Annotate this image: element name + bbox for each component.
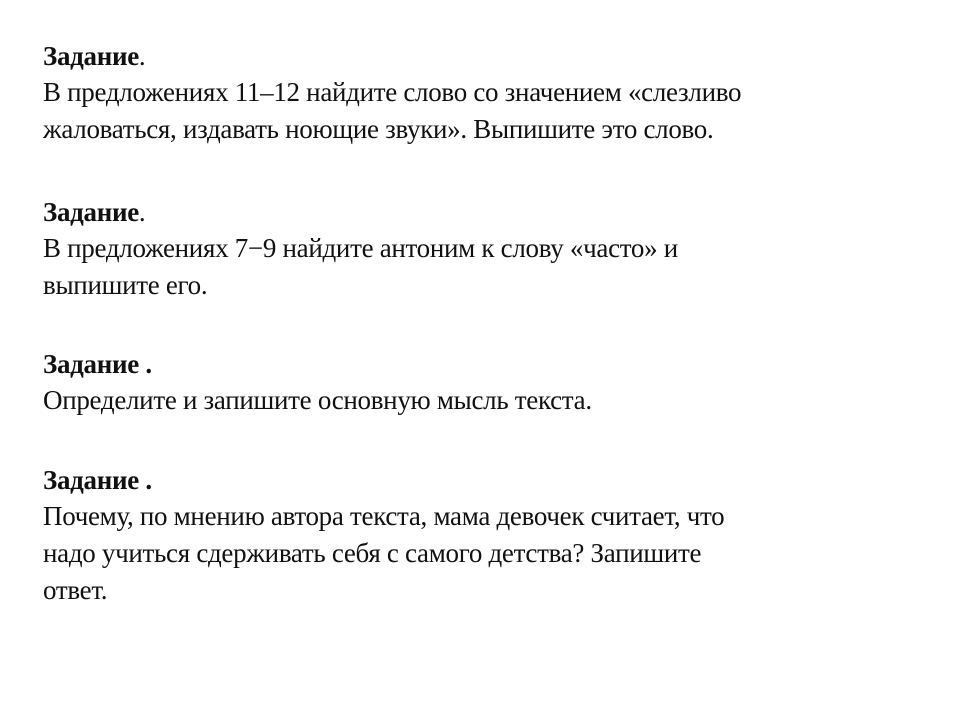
task-text-line: ответ. bbox=[43, 575, 108, 605]
task-block-2 bbox=[43, 194, 923, 304]
task-title bbox=[43, 462, 923, 498]
task-title bbox=[43, 38, 923, 74]
task-block-3 bbox=[43, 346, 923, 419]
task-title-suffix: . bbox=[138, 349, 152, 379]
task-text-line: Определите и запишите основную мысль текста. bbox=[43, 385, 592, 415]
task-title-text: Задание bbox=[43, 41, 139, 71]
task-title-text: Задание bbox=[43, 465, 139, 495]
task-title-suffix: . bbox=[138, 41, 146, 71]
task-text-line: жаловаться, издавать ноющие звуки». Выпишите это слово. bbox=[43, 114, 714, 144]
task-title-suffix: . bbox=[138, 197, 146, 227]
task-title bbox=[43, 194, 923, 230]
task-block-1 bbox=[43, 38, 923, 148]
task-text-line: выпишите его. bbox=[43, 270, 208, 300]
task-title-text: Задание bbox=[43, 349, 139, 379]
task-title-text: Задание bbox=[43, 197, 139, 227]
task-title-suffix: . bbox=[138, 465, 152, 495]
task-text-line: надо учиться сдерживать себя с самого детства? Запишите bbox=[43, 538, 702, 568]
task-text-line: В предложениях 11–12 найдите слово со значением «слезливо bbox=[43, 77, 742, 107]
task-block-4 bbox=[43, 462, 923, 609]
task-title bbox=[43, 346, 923, 382]
task-text-line: Почему, по мнению автора текста, мама девочек считает, что bbox=[43, 501, 725, 531]
task-text-line: В предложениях 7−9 найдите антоним к слову «часто» и bbox=[43, 233, 678, 263]
